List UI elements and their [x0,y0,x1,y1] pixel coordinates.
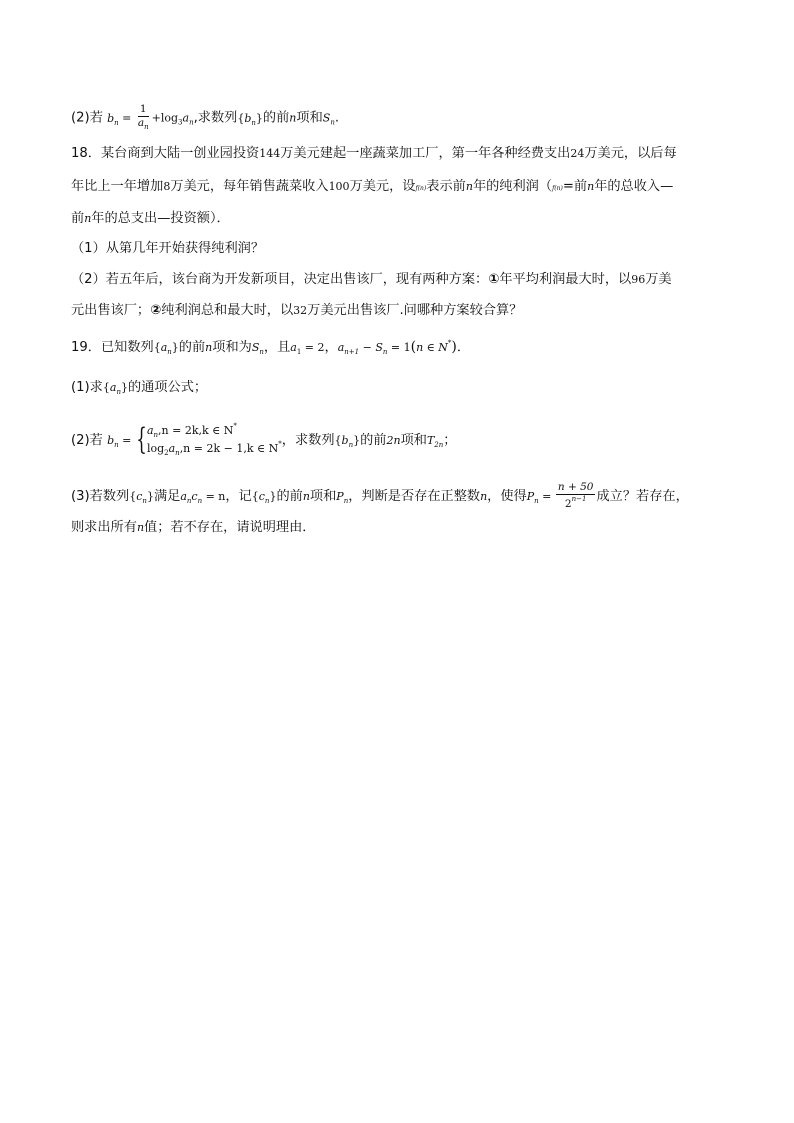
var: a [168,441,176,455]
log-base-2: 2 [164,448,169,457]
text: 成立？若存在， [596,489,689,505]
var-n: n [302,490,310,504]
sup: * [447,339,452,347]
sub: n [153,431,159,439]
equals: = [118,433,135,447]
problem-19-question-3-line-1 [71,482,689,510]
sub: n [114,118,119,127]
set-a-n: $\{a_n\}$ [153,341,179,356]
sub: n [175,448,180,457]
n-in-N: n ∈ N [416,341,448,354]
number: 32 [293,304,308,317]
problem-19-line-1 [71,340,470,356]
sub: n [144,123,149,132]
text: ； [443,432,457,448]
problem-18-question-2-line-2 [71,304,522,317]
fn-symbol: f(n) [415,185,427,192]
var: a [146,424,154,437]
text: (3)若数列 [71,489,130,505]
text: 年比上一年增加 [71,179,164,194]
plus-log: +log [151,111,179,125]
problem-18-line-1 [71,147,677,160]
var: c [136,490,143,504]
sub: n [251,118,256,127]
text: 18．某台商到大陆一创业园投资 [71,146,260,161]
part-number: (2) [71,110,90,126]
case-1 [147,422,282,440]
text: 万美元出售该厂.问哪种方案较合算？ [307,303,523,318]
var-n: n [136,521,145,534]
log: log [146,441,165,455]
text: ，判断是否存在正整数 [348,489,481,505]
sub: n+1 [344,348,360,356]
paren: ) [451,339,457,355]
sub: n [534,497,539,506]
problem-19-question-3-line-2 [71,521,315,534]
case-text: ,n = 2k,k ∈ N [158,424,234,437]
case-2 [147,440,282,458]
text: 的前 [276,489,303,505]
text: 表示前 [426,179,466,194]
sub: n [114,440,119,449]
piecewise [135,422,282,458]
problem-18-question-2-line-1 [71,273,672,286]
minus: − [359,341,376,354]
text: 则求出所有 [71,520,137,535]
var: a [160,341,168,354]
text: ，使得 [487,489,527,505]
text: 前 [71,211,85,226]
equation: = 1 [387,341,411,354]
denominator [136,117,151,131]
sup: * [278,439,282,448]
brace: { [136,421,147,457]
text: 的前 [178,340,206,355]
sub: n [116,388,121,396]
text: 万美元，设 [349,179,416,194]
text: 项和为 [212,340,252,355]
number: 8 [163,180,171,193]
var-S: S [251,341,260,354]
text: (2)若 [71,432,103,448]
text: . [334,110,340,126]
var-n: n [480,490,488,504]
text: （2）若五年后，该台商为开发新项目，决定出售该厂，现有两种方案： [71,272,489,287]
equals: = [538,490,555,504]
var: c [258,490,265,504]
set-c-n: $\{c_n\}$ [251,490,277,506]
math: 2n [386,433,401,447]
sub: n [343,497,349,506]
number: 96 [631,273,646,286]
sub: n [330,118,335,127]
sub: n [189,118,194,127]
var: c [191,490,198,504]
equation: = n [202,490,226,504]
number: 100 [328,180,350,193]
problem-17-part-2 [71,104,339,131]
text: 万美 [645,272,672,287]
sub: n [197,497,203,506]
var-n: n [465,180,473,193]
var: b [244,111,252,125]
var-T: T [426,433,435,447]
var: b [107,111,115,125]
text: 的通项公式； [127,380,208,395]
text: 项和 [309,489,337,505]
equation: = 2 [301,341,325,354]
var-n: n [205,341,213,354]
text: 纯利润总和最大时，以 [161,303,294,318]
var: a [290,341,297,354]
log-base: 3 [178,118,183,127]
text: 19．已知数列 [71,340,154,355]
equals: = [118,111,135,125]
var-n: n [587,180,595,193]
var-S: S [322,111,331,125]
problem-18-question-1 [71,242,264,255]
sub: n [142,497,147,506]
problem-18-line-3 [71,212,230,225]
var: b [107,433,115,447]
numerator: 1 [138,104,149,117]
text: 年的纯利润（ [472,179,553,194]
text: 值；若不存在，请说明理由． [144,520,316,535]
denominator [563,495,589,510]
sub: 2n [434,440,444,449]
var-S: S [375,341,383,354]
problem-19-question-2 [71,422,456,458]
var: a [137,117,145,130]
numerator: n + 50 [556,482,596,495]
math-b-n [107,112,119,125]
var-P: P [336,490,344,504]
text: 的前 [360,432,387,448]
text: 项和 [296,110,323,126]
sub: n [259,348,264,356]
text: 万美元建起一座蔬菜加工厂，第一年各种经费支出 [280,146,571,161]
problem-18-line-2 [71,180,673,193]
var-n: n [84,212,92,225]
text: ，记 [225,489,252,505]
var: a [180,490,187,504]
circled-1: ① [488,272,500,287]
text: ， [324,340,338,355]
fraction-n50-over-2n1 [556,482,596,510]
text: 年的总支出—投资额）． [91,211,230,226]
text: 年平均利润最大时，以 [499,272,632,287]
fn-symbol: f(n) [552,185,563,192]
text: ，求数列 [281,432,335,448]
text: 万美元，以后每 [584,146,677,161]
base: 2 [564,498,572,511]
text: 元出售该厂； [71,303,151,318]
problem-19-question-1 [71,381,207,396]
set-a-n: $\{a_n\}$ [102,381,128,396]
exponent: n−1 [571,495,587,504]
sub: 1 [296,348,302,356]
text: ,求数列 [193,110,238,126]
sub: n [348,440,354,449]
text: 项和 [400,432,427,448]
text: ，且 [263,340,291,355]
text: ． [456,340,471,355]
var: a [337,341,345,354]
cases [147,422,282,458]
case-text: ,n = 2k − 1,k ∈ N [179,441,279,455]
number: 144 [259,147,281,160]
var: a [109,381,117,394]
text: 万美元，每年销售蔬菜收入 [170,179,329,194]
sub: n [382,348,388,356]
var-P: P [526,490,535,504]
var-n: n [289,111,297,125]
number: 24 [570,147,585,160]
text: 的前 [262,110,290,126]
var: a [182,111,190,125]
set-c-n: $\{c_n\}$ [129,490,154,506]
set-b-n: $\{b_n\}$ [237,111,263,127]
paren: ( [410,339,417,355]
text: 满足 [153,489,181,505]
text: 年的总收入— [594,179,674,194]
fraction-1-over-an [136,104,151,131]
sup: * [233,422,237,430]
circled-2: ② [150,303,162,318]
text: (1)求 [71,380,103,395]
var: b [341,433,349,447]
text: （1）从第几年开始获得纯利润？ [71,241,265,256]
sub: n [186,497,192,506]
sub: n [264,497,270,506]
text: =前 [562,179,588,194]
sub: n [167,348,172,356]
text: 若 [89,110,103,126]
set-b-n: $\{b_n\}$ [334,433,361,449]
